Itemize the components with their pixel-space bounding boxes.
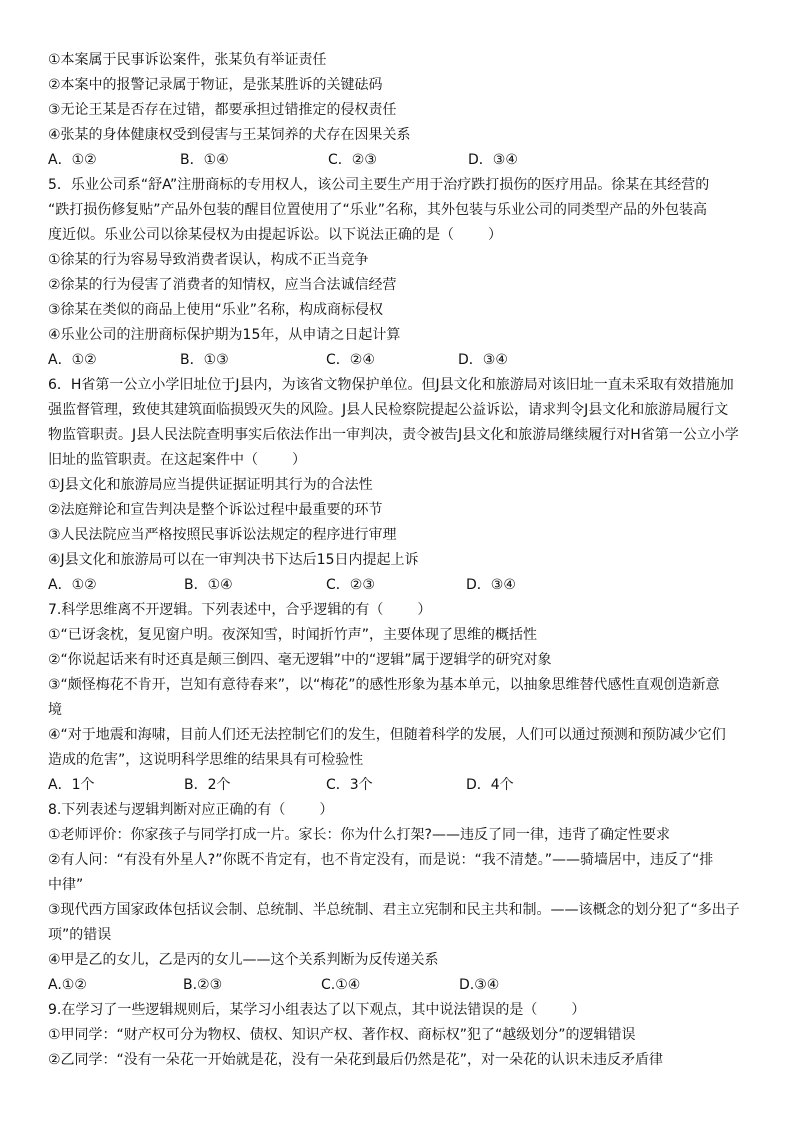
question-9 [48,998,748,1073]
q4-options [48,148,748,173]
q6-stem-line-4: 旧址的监管职责。在这起案件中（ ） [48,452,306,468]
q6-option-b: B．①④ [184,577,233,593]
q6-item-3: ③人民法院应当严格按照民事诉讼法规定的程序进行审理 [48,527,397,543]
q5-option-a: A．①② [48,352,97,368]
q8-options [48,973,748,998]
q5-stem-line-2: “跌打损伤修复贴”产品外包装的醒目位置使用了“乐业”名称，其外包装与乐业公司的同类型产品的外包装高 [48,202,708,218]
q5-item-2: ②徐某的行为侵害了消费者的知情权，应当合法诚信经营 [48,277,397,293]
q5-option-d: D．③④ [458,352,508,368]
q9-stem: 9.在学习了一些逻辑规则后，某学习小组表达了以下观点，其中说法错误的是（ ） [48,1002,586,1018]
q7-line-2: ②“你说起话来有时还真是颠三倒四、毫无逻辑”中的“逻辑”属于逻辑学的研究对象 [48,652,552,668]
q5-item-1: ①徐某的行为容易导致消费者误认，构成不正当竞争 [48,252,369,268]
q4-option-c: C．②③ [328,152,377,168]
q6-options [48,573,748,598]
q5-stem-line-1: 5．乐业公司系“舒A”注册商标的专用权人，该公司主要生产用于治疗跌打损伤的医疗用品。徐某在其经营的 [48,177,710,193]
q5-item-3: ③徐某在类似的商品上使用“乐业”名称，构成商标侵权 [48,302,384,318]
q6-option-a: A．①② [48,577,97,593]
q8-line-3: 中律” [48,877,84,893]
question-7 [48,598,748,798]
q5-item-4: ④乐业公司的注册商标保护期为15年，从申请之日起计算 [48,327,401,343]
exam-page [48,48,748,1073]
q5-option-b: B．①③ [180,352,229,368]
q6-item-1: ①J县文化和旅游局应当提供证据证明其行为的合法性 [48,477,373,493]
q6-option-c: C．②③ [326,577,375,593]
q8-option-a: A.①② [48,977,87,993]
q8-line-2: ②有人问：“有没有外星人?”你既不肯定有，也不肯定没有，而是说：“我不清楚。”——骑墙居中，违反了“排 [48,852,714,868]
q4-item-1: ①本案属于民事诉讼案件，张某负有举证责任 [48,52,327,68]
q6-option-d: D．③④ [466,577,516,593]
q5-options [48,348,748,373]
q7-option-b: B．2个 [184,777,231,793]
q4-item-4: ④张某的身体健康权受到侵害与王某饲养的犬存在因果关系 [48,127,411,143]
question-6 [48,373,748,598]
q7-stem: 7.科学思维离不开逻辑。下列表述中，合乎逻辑的有（ ） [48,602,432,618]
question-4-items [48,48,748,173]
q4-option-d: D．③④ [468,152,518,168]
q7-option-c: C．3个 [326,777,373,793]
q4-item-3: ③无论王某是否存在过错，都要承担过错推定的侵权责任 [48,102,397,118]
q4-option-b: B．①④ [180,152,229,168]
q7-option-a: A．1个 [48,777,95,793]
q9-line-1: ①甲同学：“财产权可分为物权、债权、知识产权、著作权、商标权”犯了“越级划分”的逻辑错误 [48,1027,636,1043]
q5-option-c: C．②④ [326,352,375,368]
q5-stem-line-3: 度近似。乐业公司以徐某侵权为由提起诉讼。以下说法正确的是（ ） [48,227,502,243]
q7-line-6: 造成的危害”，这说明科学思维的结果具有可检验性 [48,752,364,768]
q7-line-4: 境 [48,702,62,718]
question-8 [48,798,748,998]
q8-option-d: D.③④ [459,977,500,993]
q7-options [48,773,748,798]
q8-line-4: ③现代西方国家政体包括议会制、总统制、半总统制、君主立宪制和民主共和制。——该概念的划分犯了“多出子 [48,902,740,918]
q7-option-d: D．4个 [466,777,514,793]
question-5 [48,173,748,373]
q6-stem-line-1: 6．H省第一公立小学旧址位于J县内，为该省文物保护单位。但J县文化和旅游局对该旧址一直未采取有效措施加 [48,377,734,393]
q7-line-3: ③“颇怪梅花不肯开，岂知有意待春来”，以“梅花”的感性形象为基本单元，以抽象思维替代感性直观创造新意 [48,677,720,693]
q9-line-2: ②乙同学：“没有一朵花一开始就是花，没有一朵花到最后仍然是花”，对一朵花的认识未违反矛盾律 [48,1052,664,1068]
q6-item-4: ④J县文化和旅游局可以在一审判决书下达后15日内提起上诉 [48,552,419,568]
q8-line-6: ④甲是乙的女儿，乙是丙的女儿——这个关系判断为反传递关系 [48,952,439,968]
q8-line-1: ①老师评价：你家孩子与同学打成一片。家长：你为什么打架?——违反了同一律，违背了确定性要求 [48,827,670,843]
q8-line-5: 项”的错误 [48,927,112,943]
q6-stem-line-3: 物监管职责。J县人民法院查明事实后依法作出一审判决，责令被告J县文化和旅游局继续履行对H省第一公立小学 [48,427,739,443]
q8-option-b: B.②③ [183,977,223,993]
q4-option-a: A．①② [48,152,97,168]
q7-line-1: ①“已讶衾枕，复见窗户明。夜深知雪，时闻折竹声”，主要体现了思维的概括性 [48,627,538,643]
q7-line-5: ④“对于地震和海啸，目前人们还无法控制它们的发生，但随着科学的发展，人们可以通过预测和预防减少它们 [48,727,726,743]
q6-stem-line-2: 强监督管理，致使其建筑面临损毁灭失的风险。J县人民检察院提起公益诉讼，请求判令J县文化和旅游局履行文 [48,402,729,418]
q6-item-2: ②法庭辩论和宣告判决是整个诉讼过程中最重要的环节 [48,502,383,518]
q4-item-2: ②本案中的报警记录属于物证，是张某胜诉的关键砝码 [48,77,383,93]
q8-option-c: C.①④ [321,977,361,993]
q8-stem: 8.下列表述与逻辑判断对应正确的有（ ） [48,802,334,818]
